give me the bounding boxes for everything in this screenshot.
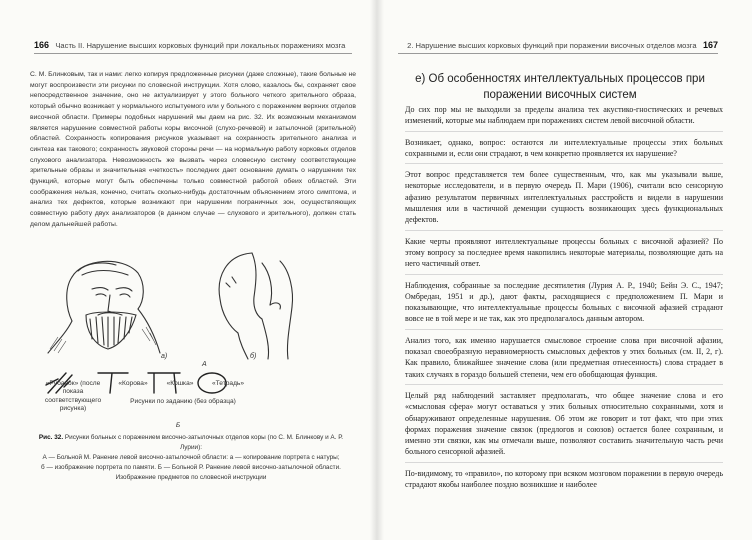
right-body-text [405, 104, 723, 499]
figure-under-items: Рисунки по заданию (без образца) [130, 398, 236, 405]
caption-line-3: б — изображение портрета по памяти. Б — Больной Р. Ранение левой височно-затылочной области. [41, 464, 341, 471]
right-running-head-text: 2. Нарушение высших корковых функций при поражении височных отделов мозга [407, 41, 697, 50]
right-paragraph-7: Целый ряд наблюдений заставляет предполагать, что общее значение слова и его «смысловая сфера» могут оставаться у этих больных относительно сохранными, хотя и обнаруживают определенные нарушения. Об этом же говорит и тот факт, что при этих формах поражения значение связок (предлогов и союзов) остается более сохранным, и именно эти связки, как мы отмечали выше, позволяют составить значительную часть речи больного сенсорной афазией. [405, 390, 723, 463]
figure-label-a: а) [161, 353, 168, 360]
left-running-head [34, 40, 345, 50]
portrait-memory-sketch [196, 243, 316, 363]
left-paragraph: С. М. Блинковым, так и нами: легко копируя предложенные рисунки (даже сложные), такие больные не могут воспроизвести эти рисунки по словесной инструкции. Хотя слово, казалось бы, сохраняет свое непосредственное значение, оно не актуализирует у этого больного четкого зрительного образа, который обычно возникает у нормального испытуемого или у больного с поражением верхних отделов височной области. Примеры подобных нарушений мы даем на рис. 32. Их возможным механизмом является нарушение совместной работы коры височной (слухо-речевой) и затылочной (зрительной) областей. Сохранность копирования рисунков указывает на сохранность зрительного анализа и синтеза как такового; сохранность звуковой стороны речи — на нормальную работу корковых отделов слухового анализатора. Невозможность же вызвать через словесную систему соответствующие зрительные образы и значительная «четкость» последних дает основание думать о нарушении тех функций, которые могут быть обеспечены только совместной работой обеих областей. Эти соображения нельзя, конечно, считать сколько-нибудь достаточным объяснением этого симптома, и анализ тех дефектов, которые возникают при нарушении пограничных зон, осуществляющих совместную работу двух анализаторов (в данном случае — слухового и зрительного), должен стать делом дальнейшей работы. [30, 71, 356, 228]
caption-line-2: А — Больной М. Ранение левой височно-затылочной области: а — копирование портрета с натуры; [42, 454, 340, 461]
caption-title: Рис. 32. [38, 434, 64, 441]
figure-item-4: «Тетрадь» [211, 380, 245, 387]
right-running-head [407, 40, 718, 50]
right-paragraph-8: По-видимому, то «правило», по которому при всяком мозговом поражении в первую очередь страдают якобы наиболее поздно возникшие и наиболее [405, 468, 723, 490]
right-paragraph-3: Этот вопрос представляется тем более существенным, что, как мы указывали выше, некоторые исследователи, и в первую очередь П. Мари (1906), считали всю сенсорную афазию результатом первичных интеллектуальных расстройств и видели в нарушении мышления или в частичной деменции сущность возникающих здесь функциональных дефектов. [405, 169, 723, 230]
left-header-rule [34, 53, 352, 54]
figure-item-1: «Рубанок» (после показа соответствующего рисунка) [44, 380, 102, 413]
right-header-rule [398, 53, 718, 54]
portrait-copy-sketch [42, 249, 162, 359]
right-paragraph-5: Наблюдения, собранные за последние десятилетия (Лурия А. Р., 1940; Бейн Э. С., 1947; Омбредан, 1951 и др.), дают факты, расходящиеся с предположением П. Мари и показывающие, что интеллектуальные процессы больных с височной афазией страдают вовсе не в той мере и не так, как это предполагалось данным автором. [405, 280, 723, 330]
section-title: е) Об особенностях интеллектуальных процессов при поражении височных систем [415, 73, 705, 101]
right-paragraph-4: Какие черты проявляют интеллектуальные процессы больных с височной афазией? По этому вопросу за последнее время накопились некоторые материалы, позволяющие дать на него частичный ответ. [405, 236, 723, 275]
figure-label-A: А [202, 361, 207, 368]
figure-label-B: Б [175, 422, 181, 429]
right-paragraph-6: Анализ того, как именно нарушается смысловое строение слова при височной афазии, показал своеобразную неравномерность смысловых дефектов у этих больных (см. II, 2, г). Как правило, ближайшее значение слова (или предметная отнесенность) слова страдает в таких случаях в гораздо большей степени, чем его обобщающая функция. [405, 335, 723, 385]
right-paragraph-1: До сих пор мы не выходили за пределы анализа тех акустико-гностических и речевых изменений, которые мы наблюдаем при поражениях систем левой височной области. [405, 104, 723, 132]
caption-line-4: Изображение предметов по словесной инструкции [115, 474, 267, 481]
figure-caption [34, 433, 348, 483]
left-page-number: 166 [34, 40, 50, 50]
figure-item-3: «Кошка» [166, 380, 194, 387]
left-body-text [30, 70, 356, 231]
figure-label-b: б) [250, 353, 257, 360]
right-page-number: 167 [702, 40, 718, 50]
caption-text: Рисунки больных с поражением височно-затылочных отделов коры (по С. М. Блинкову и А. Р. Лурии): [64, 434, 344, 451]
figure-item-2: «Корова» [118, 380, 148, 387]
right-paragraph-2: Возникает, однако, вопрос: остаются ли интеллектуальные процессы этих больных сохранными и, если они страдают, в чем конкретно проявляется их нарушение? [405, 137, 723, 165]
left-running-head-text: Часть II. Нарушение высших корковых функций при локальных поражениях мозга [55, 41, 346, 50]
